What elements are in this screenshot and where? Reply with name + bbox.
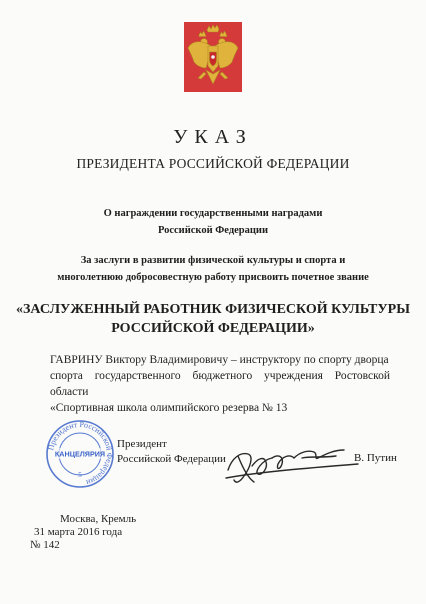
stamp-ring-text: Президент Российской Федерации [46,419,115,488]
signatory-position-line: Российской Федерации [117,453,226,465]
decree-reason-line: многолетнюю добросовестную работу присвоить почетное звание [57,272,369,283]
chancellery-stamp [44,418,116,490]
handwritten-signature-icon [218,436,368,488]
russian-coat-of-arms-icon [184,22,242,92]
decree-reason-line: За заслуги в развитии физической культуры и спорта и [80,255,346,266]
decree-topic-line: Российской Федерации [157,225,269,236]
awardee-paragraph [50,352,390,416]
decree-topic [0,205,426,239]
document-footer [30,513,136,552]
signatory-position-line: Президент [117,438,167,450]
document-subtitle: ПРЕЗИДЕНТА РОССИЙСКОЙ ФЕДЕРАЦИИ [76,156,350,171]
document-title: УКАЗ [173,126,253,148]
awardee-line: ГАВРИНУ Виктору Владимировичу – инструктору по спорту дворца [50,354,389,366]
decree-reason [0,252,426,286]
signing-place: Москва, Кремль [60,513,137,525]
honorary-title-line: «ЗАСЛУЖЕННЫЙ РАБОТНИК ФИЗИЧЕСКОЙ КУЛЬТУРЫ [16,302,410,317]
decree-topic-line: О награждении государственными наградами [103,208,323,219]
decree-number: № 142 [30,539,60,551]
stamp-center-text: КАНЦЕЛЯРИЯ [54,449,106,459]
awardee-line: спорта государственного бюджетного учреждения Ростовской области [50,370,390,398]
honorary-title [0,300,426,338]
signatory-position [117,437,226,467]
signatory-name: В. Путин [354,452,397,464]
stamp-number: 5 [78,471,82,479]
awardee-line: «Спортивная школа олимпийского резерва № 13 [50,402,288,414]
signing-date: 31 марта 2016 года [34,526,123,538]
honorary-title-line: РОССИЙСКОЙ ФЕДЕРАЦИИ» [111,321,315,336]
